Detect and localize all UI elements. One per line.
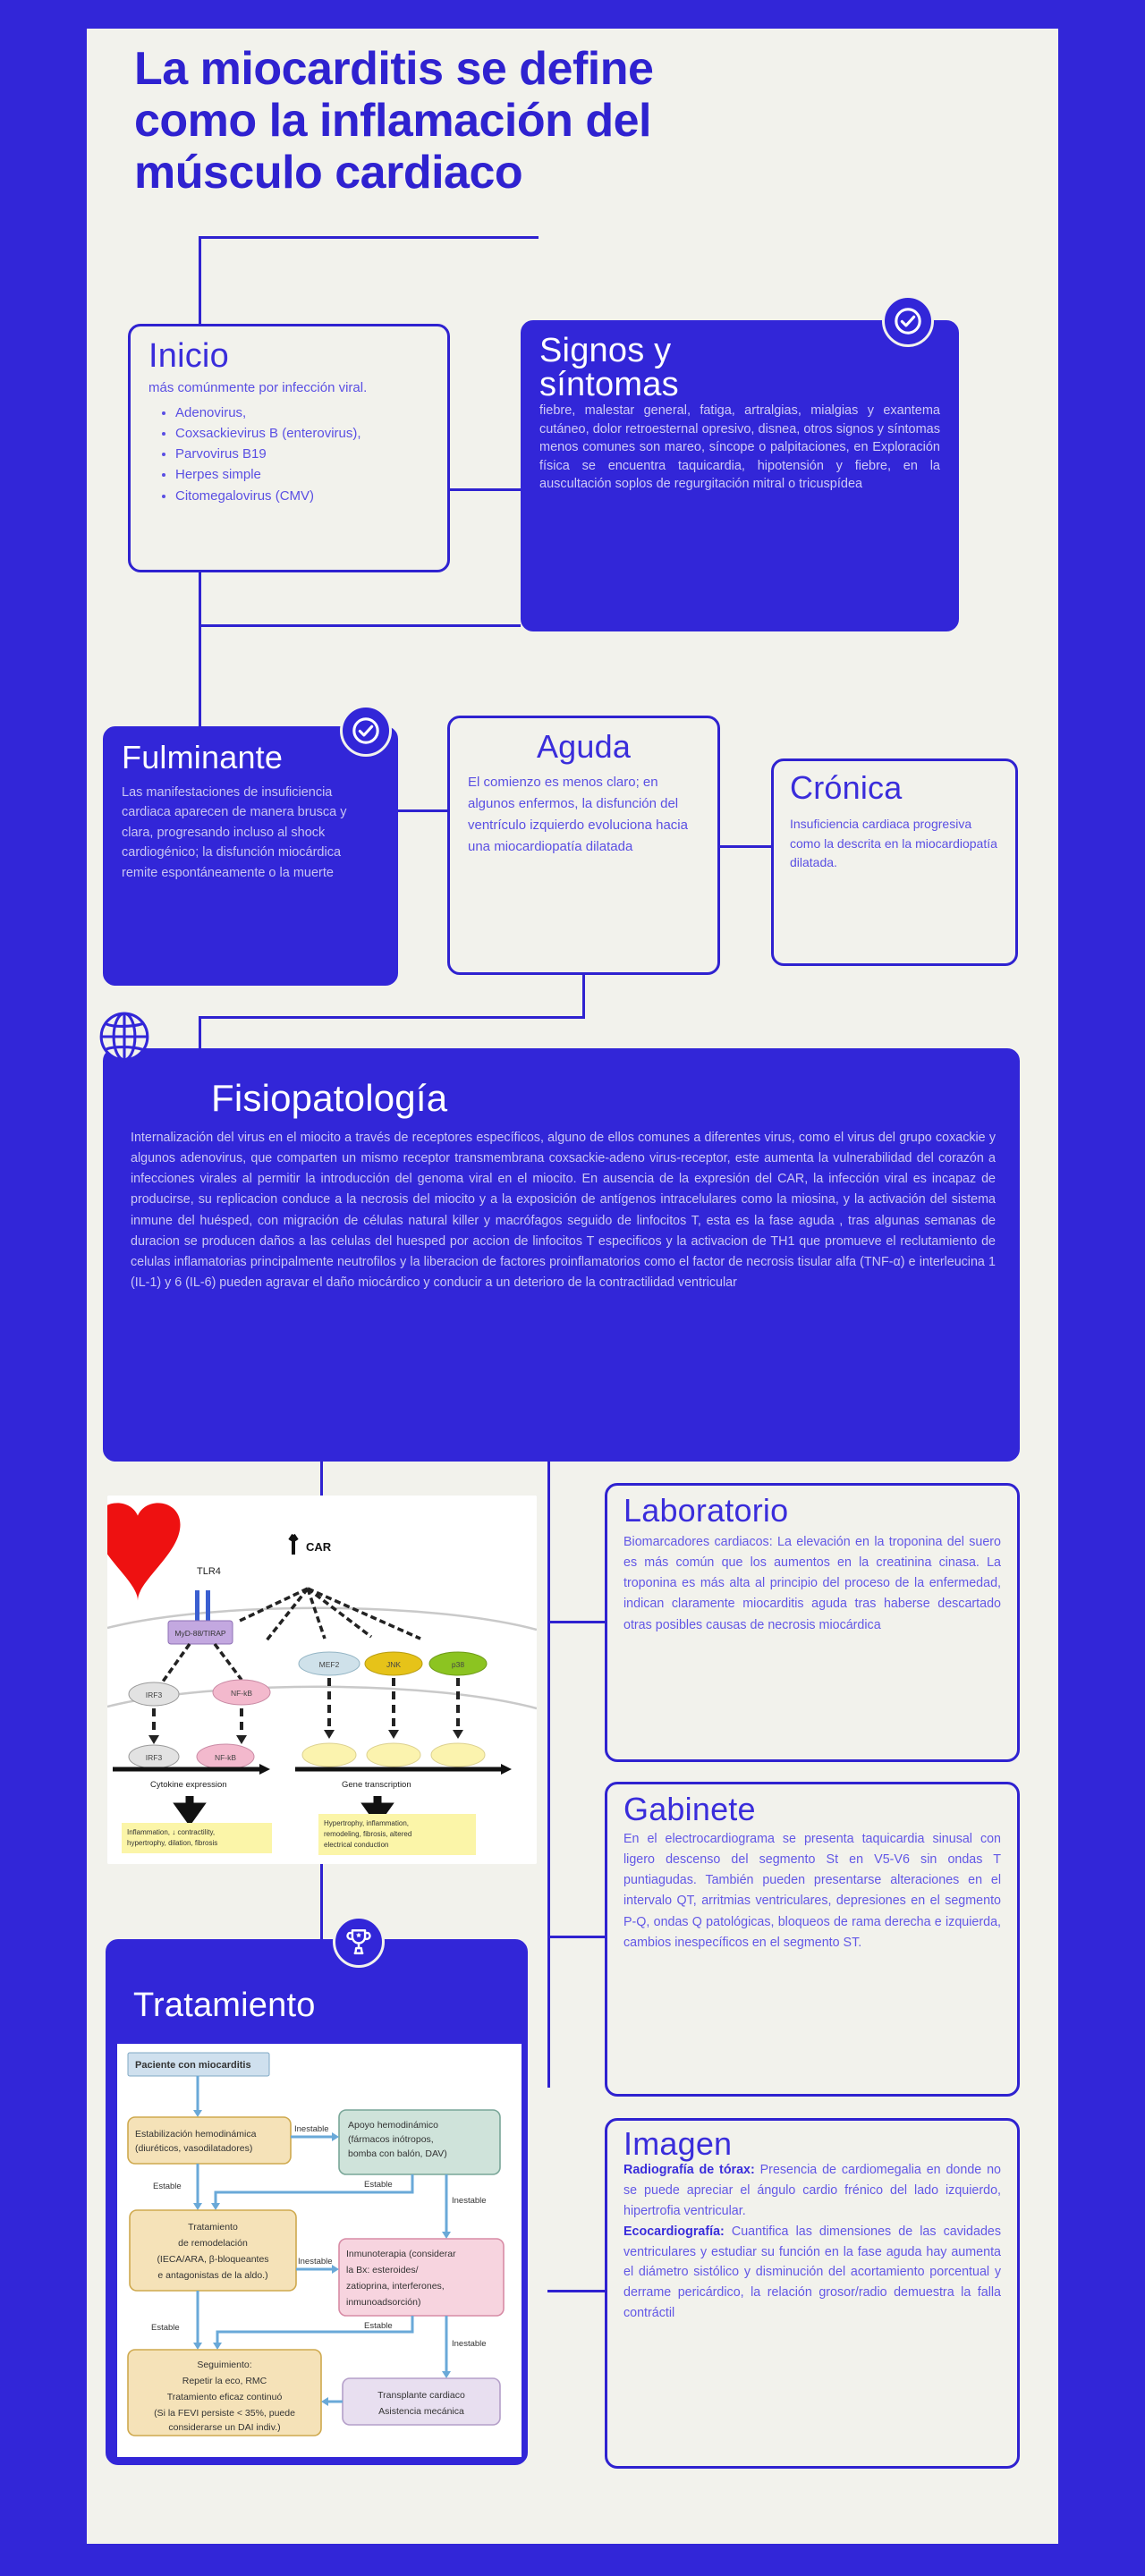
fisiopatologia-body: Internalización del virus en el miocito a través de receptores específicos, alguno de ellos comunes a diferentes virus, como el virus del grupo coxackie y algunos adenovirus, que comparten un mismo receptor transmembrana coxsackie-adeno virus-receptor, este aumenta la vulnerabilidad del corazón a infecciones virales al permitir la introducción del genoma viral en el miocito. En ausencia de la expresión del CAR, la infección viral es incapaz de producirse, su replicacion conduce a la necrosis del miocito y a la exposición de antígenos intracelulares como la miosina, y la activación del sistema inmune del huésped, con migración de células natural killer y macrófagos seguido de linfocitos T, esta es la fase aguda , tras algunas semanas de duracion se producen daños a las celulas del huesped por accion de linfocitos T especificos y la activacion de TH1 que promueve el reclutamiento de celulas inflamatorias principalmente neutrofilos y la liberacion de factores proinflamatorios como el factor de necrosis tisular alfa (TNF-α) e interleucina 1 (IL-1) y 6 (IL-6) pueden agravar el daño miocárdico y conducir a un deterioro de la contractilidad ventricular: [131, 1131, 996, 1291]
check-circle-icon: [340, 705, 392, 757]
connector-figure-to-tratamiento: [320, 1864, 323, 1941]
svg-text:e antagonistas de la aldo.): e antagonistas de la aldo.): [157, 2270, 268, 2281]
svg-text:la Bx: esteroides/: la Bx: esteroides/: [346, 2265, 419, 2275]
title-line-1: La miocarditis se define: [134, 43, 654, 95]
card-imagen: [605, 2118, 1020, 2469]
imagen-radiografia-text: Presencia de cardiomegalia en donde no se puede apreciar el ángulo cardio frénico del lado izquierdo, hipertrofia ventricular.: [623, 2163, 1001, 2218]
aguda-heading: Aguda: [536, 728, 632, 765]
svg-text:MEF2: MEF2: [318, 1660, 340, 1669]
fulminante-body: Las manifestaciones de insuficiencia cardiaca aparecen de manera brusca y clara, progresando incluso al shock cardiogénico; la disfunción miocárdica remite espontáneamente o la muerte: [122, 785, 347, 880]
svg-text:p38: p38: [451, 1660, 465, 1669]
connector-title-horizontal: [199, 236, 539, 239]
inicio-heading: Inicio: [148, 337, 229, 375]
imagen-ecocardiografia: [623, 2222, 1001, 2324]
imagen-ecocardiografia-text: Cuantifica las dimensiones de las cavidades ventriculares y estudiar su función en la fase aguda hay aumenta el diámetro sistólico y disminución del acortamiento porcentual y derrame pericárdico, la relación grosor/radio demuestra la falla contráctil: [623, 2224, 1001, 2321]
svg-text:Tratamiento eficaz continuó: Tratamiento eficaz continuó: [166, 2392, 283, 2402]
svg-text:CAR: CAR: [306, 1540, 332, 1554]
connector-aguda-down: [582, 975, 585, 1018]
svg-text:NF-kB: NF-kB: [214, 1753, 237, 1762]
list-item: • Adenovirus,: [175, 402, 429, 423]
laboratorio-body: Biomarcadores cardiacos: La elevación en la troponina del suero es más común que los aumentos en la creatinina cinasa. La troponina es más alta al principio del proceso de la enfermedad, indican claramente miocarditis aguda tras haberse descartado otras posibles causas de necrosis miocárdica: [623, 1535, 1001, 1632]
svg-text:Paciente con miocarditis: Paciente con miocarditis: [135, 2060, 251, 2071]
connector-title-to-inicio: [199, 238, 201, 324]
svg-text:(IECA/ARA, β-bloqueantes: (IECA/ARA, β-bloqueantes: [157, 2254, 269, 2265]
svg-text:Asistencia mecánica: Asistencia mecánica: [378, 2406, 464, 2417]
laboratorio-heading: Laboratorio: [623, 1492, 789, 1529]
connector-inicio-to-signos: [450, 488, 522, 491]
connector-down-to-fulminante: [199, 624, 201, 730]
svg-text:Tratamiento: Tratamiento: [188, 2222, 238, 2233]
svg-text:Gene transcription: Gene transcription: [342, 1780, 411, 1790]
card-signos-y-sintomas: [521, 320, 959, 631]
list-item: • Herpes simple: [175, 464, 429, 485]
svg-text:Inestable: Inestable: [298, 2257, 333, 2267]
connector-to-fisio-horizontal: [199, 1016, 585, 1019]
list-item: • Coxsackievirus B (enterovirus),: [175, 423, 429, 444]
fulminante-heading: Fulminante: [122, 739, 284, 775]
connector-fisio-to-figure: [320, 1462, 323, 1497]
svg-text:MyD-88/TIRAP: MyD-88/TIRAP: [174, 1629, 226, 1638]
list-item: • Citomegalovirus (CMV): [175, 486, 429, 506]
svg-text:bomba con balón, DAV): bomba con balón, DAV): [348, 2148, 447, 2159]
svg-text:Seguimiento:: Seguimiento:: [197, 2360, 252, 2370]
globe-icon: [97, 1009, 152, 1064]
imagen-radiografia: [623, 2160, 1001, 2222]
connector-to-imagen: [547, 2290, 606, 2292]
svg-text:IRF3: IRF3: [145, 1690, 163, 1699]
list-item: • Parvovirus B19: [175, 444, 429, 464]
svg-text:Hypertrophy, inflammation,: Hypertrophy, inflammation,: [324, 1819, 409, 1827]
svg-text:zatioprina, interferones,: zatioprina, interferones,: [346, 2281, 445, 2292]
cronica-heading: Crónica: [790, 769, 903, 806]
card-inicio: [128, 324, 450, 572]
title-line-2: como la inflamación del: [134, 95, 651, 148]
svg-text:Inestable: Inestable: [294, 2124, 329, 2134]
svg-text:Repetir la eco, RMC: Repetir la eco, RMC: [182, 2376, 267, 2386]
imagen-radiografia-label: Radiografía de tórax:: [623, 2163, 755, 2177]
svg-text:Inflammation, ↓ contractility,: Inflammation, ↓ contractility,: [127, 1828, 216, 1836]
svg-text:Inestable: Inestable: [452, 2196, 487, 2206]
svg-text:Estable: Estable: [151, 2323, 180, 2333]
pathway-diagram-svg: [107, 1496, 537, 1864]
card-aguda: [447, 716, 720, 975]
svg-text:NF-kB: NF-kB: [230, 1689, 253, 1698]
signos-heading-line-2: síntomas: [539, 366, 679, 403]
card-laboratorio: [605, 1483, 1020, 1762]
svg-text:hypertrophy, dilation, fibrosi: hypertrophy, dilation, fibrosis: [127, 1839, 218, 1847]
tratamiento-heading: Tratamiento: [133, 1987, 316, 2024]
aguda-body: El comienzo es menos claro; en algunos enfermos, la disfunción del ventrículo izquierdo evoluciona hacia una miocardiopatía dilatada: [468, 775, 688, 854]
svg-text:inmunoadsorción): inmunoadsorción): [346, 2297, 421, 2308]
treatment-flowchart: [117, 2044, 522, 2457]
imagen-ecocardiografia-label: Ecocardiografía:: [623, 2224, 725, 2239]
svg-text:TLR4: TLR4: [197, 1566, 221, 1577]
pathophysiology-figure: [107, 1496, 537, 1864]
imagen-heading: Imagen: [623, 2125, 733, 2162]
svg-text:de remodelación: de remodelación: [178, 2238, 248, 2249]
signos-heading-line-1: Signos y: [539, 332, 672, 369]
svg-text:Estabilización hemodinámica: Estabilización hemodinámica: [135, 2129, 257, 2140]
connector-fulminante-to-aguda: [398, 809, 447, 812]
gabinete-body: En el electrocardiograma se presenta taquicardia sinusal con ligero descenso del segmento St en V5-V6 sin ondas T puntiagudas. También pueden presentarse alteraciones en el intervalo QT, arritmias ventriculares, depresiones en el segmento P-Q, ondas Q patológicas, bloqueos de rama derecha e izquierda, cambios inespecíficos en el segmento ST.: [623, 1832, 1001, 1950]
check-circle-icon: [882, 295, 934, 347]
svg-text:Estable: Estable: [153, 2182, 182, 2191]
card-fisiopatologia: [103, 1048, 1020, 1462]
svg-text:Estable: Estable: [364, 2321, 393, 2331]
svg-text:JNK: JNK: [386, 1660, 402, 1669]
title-line-3: músculo cardiaco: [134, 147, 523, 199]
card-fulminante: [103, 726, 398, 986]
treatment-flowchart-svg: [117, 2044, 522, 2457]
svg-text:Apoyo hemodinámico: Apoyo hemodinámico: [348, 2120, 438, 2131]
card-gabinete: [605, 1782, 1020, 2097]
connector-inicio-to-signos-bottom: [199, 624, 521, 627]
svg-text:(fármacos inótropos,: (fármacos inótropos,: [348, 2134, 434, 2145]
card-cronica: [771, 758, 1018, 966]
svg-text:remodeling, fibrosis, altered: remodeling, fibrosis, altered: [324, 1830, 412, 1838]
svg-text:(Si la FEVI persiste < 35%, pu: (Si la FEVI persiste < 35%, puede: [154, 2408, 295, 2419]
card-tratamiento: [106, 1939, 528, 2465]
inicio-subtitle: más comúnmente por infección viral.: [148, 380, 368, 395]
connector-aguda-to-cronica: [720, 845, 771, 848]
svg-text:(diuréticos, vasodilatadores): (diuréticos, vasodilatadores): [135, 2143, 253, 2154]
svg-text:Inestable: Inestable: [452, 2339, 487, 2349]
svg-text:Estable: Estable: [364, 2180, 393, 2190]
trophy-icon: [333, 1916, 385, 1968]
svg-text:Cytokine expression: Cytokine expression: [150, 1780, 227, 1790]
inicio-virus-list: [175, 402, 429, 506]
connector-to-laboratorio: [547, 1621, 606, 1623]
svg-text:electrical conduction: electrical conduction: [324, 1841, 389, 1849]
svg-text:considerarse un DAI indiv.): considerarse un DAI indiv.): [168, 2422, 281, 2433]
svg-text:Inmunoterapia (considerar: Inmunoterapia (considerar: [346, 2249, 456, 2259]
gabinete-heading: Gabinete: [623, 1791, 756, 1827]
svg-text:IRF3: IRF3: [145, 1753, 163, 1762]
connector-to-gabinete: [547, 1936, 606, 1938]
fisiopatologia-heading: Fisiopatología: [211, 1077, 448, 1119]
connector-fisio-spine: [547, 1462, 550, 2088]
svg-text:Transplante cardiaco: Transplante cardiaco: [377, 2390, 465, 2401]
connector-inicio-down: [199, 572, 201, 626]
page-title: [134, 43, 921, 199]
connector-to-fisio-vertical: [199, 1016, 201, 1050]
cronica-body: Insuficiencia cardiaca progresiva como la descrita en la miocardiopatía dilatada.: [790, 817, 997, 870]
signos-body: fiebre, malestar general, fatiga, artralgias, mialgias y exantema cutáneo, dolor retroesternal opresivo, disnea, otros signos y síntomas menos comunes son mareo, síncope o palpitaciones, en Exploración física se encuentra taquicardia, hipotensión y fiebre, en la auscultación soplos de regurgitación mitral o tricuspídea: [539, 403, 940, 492]
